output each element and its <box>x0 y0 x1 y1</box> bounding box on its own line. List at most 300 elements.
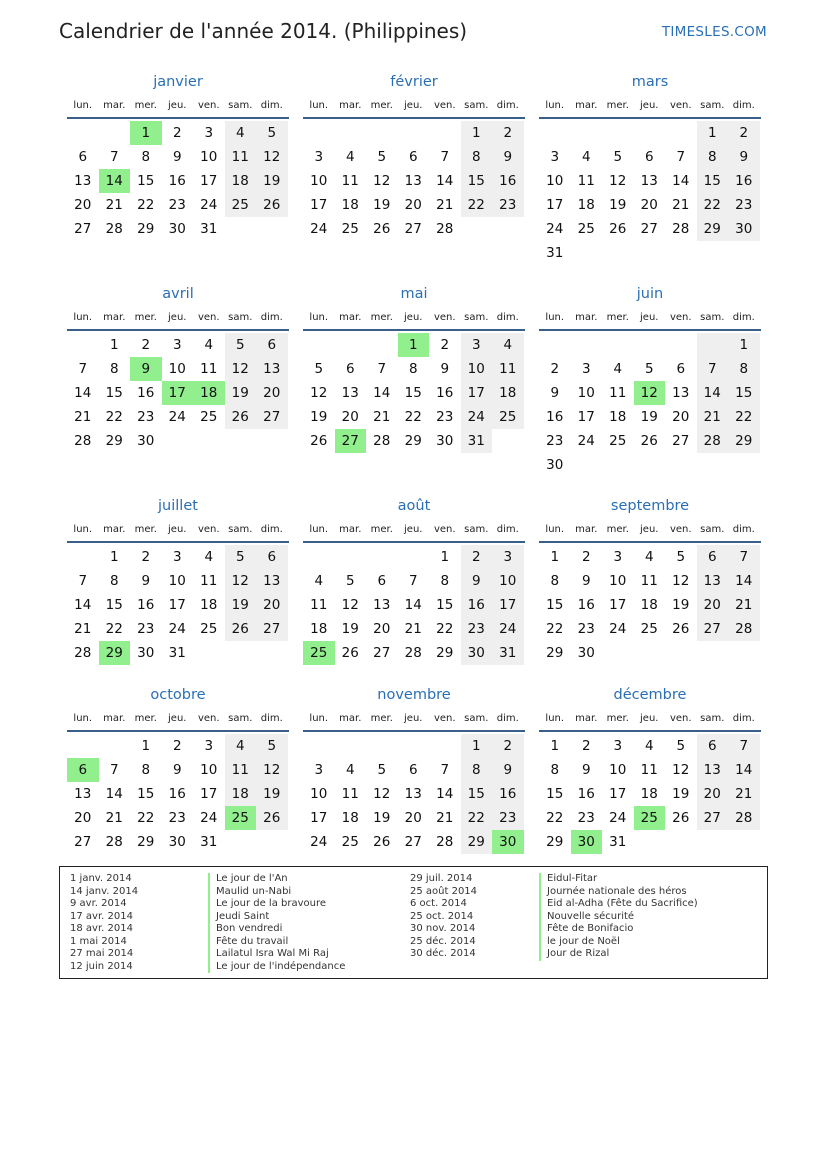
day-cell: 3 <box>492 545 524 569</box>
legend-date: 25 août 2014 <box>410 885 478 897</box>
day-cell: 9 <box>492 145 524 169</box>
day-cell: 20 <box>74 810 92 826</box>
weekday-label: lun. <box>73 312 93 323</box>
day-cell: 18 <box>609 409 627 425</box>
day-cell: 7 <box>728 734 760 758</box>
weekday-label: sam. <box>700 100 725 111</box>
day-cell: 12 <box>672 573 690 589</box>
day-cell: 25 <box>200 621 218 637</box>
day-cell: 22 <box>728 405 760 429</box>
day-empty <box>429 121 461 145</box>
day-cell: 29 <box>728 429 760 453</box>
day-cell: 26 <box>341 645 359 661</box>
day-empty <box>67 333 99 357</box>
day-empty <box>665 121 697 145</box>
month-5 <box>539 284 761 477</box>
day-cell: 26 <box>256 193 288 217</box>
day-cell: 28 <box>672 221 690 237</box>
month-name: juillet <box>158 498 198 514</box>
day-cell: 3 <box>613 738 623 754</box>
day-cell: 1 <box>461 734 493 758</box>
day-empty <box>67 734 99 758</box>
month-rule <box>539 730 761 732</box>
day-cell: 14 <box>404 597 422 613</box>
day-empty <box>398 121 430 145</box>
day-cell: 14 <box>105 786 123 802</box>
holiday-day: 25 <box>634 806 666 830</box>
day-cell: 14 <box>436 173 454 189</box>
day-cell: 14 <box>728 569 760 593</box>
day-cell: 25 <box>341 221 359 237</box>
day-cell: 24 <box>609 621 627 637</box>
day-cell: 12 <box>256 145 288 169</box>
weekday-label: dim. <box>260 100 283 111</box>
day-cell: 5 <box>377 149 387 165</box>
day-cell: 22 <box>546 621 564 637</box>
day-empty <box>634 333 666 357</box>
day-empty <box>335 333 367 357</box>
weekday-label: ven. <box>669 713 692 724</box>
weekday-label: mar. <box>339 312 362 323</box>
legend-date: 25 déc. 2014 <box>410 935 476 947</box>
day-cell: 10 <box>310 786 328 802</box>
day-empty <box>429 734 461 758</box>
month-name: mai <box>400 286 428 302</box>
day-cell: 30 <box>168 834 186 850</box>
day-cell: 7 <box>78 361 88 377</box>
weekday-header <box>303 519 525 541</box>
day-cell: 9 <box>172 149 182 165</box>
weekday-header <box>67 95 289 117</box>
day-cell: 20 <box>256 381 288 405</box>
day-cell: 17 <box>609 597 627 613</box>
day-cell: 10 <box>200 149 218 165</box>
day-cell: 13 <box>640 173 658 189</box>
day-cell: 19 <box>225 381 257 405</box>
day-cell: 24 <box>310 221 328 237</box>
day-cell: 4 <box>204 337 214 353</box>
day-cell: 15 <box>461 782 493 806</box>
day-empty <box>665 333 697 357</box>
day-cell: 5 <box>256 121 288 145</box>
holiday-day: 30 <box>571 830 603 854</box>
legend-date: 29 juil. 2014 <box>410 873 473 884</box>
day-cell: 6 <box>644 149 654 165</box>
month-9 <box>67 685 289 854</box>
day-cell: 17 <box>461 381 493 405</box>
day-cell: 7 <box>78 573 88 589</box>
month-rule <box>67 730 289 732</box>
month-name: janvier <box>153 74 203 90</box>
day-cell: 14 <box>728 758 760 782</box>
day-cell: 4 <box>204 549 214 565</box>
day-cell: 14 <box>436 786 454 802</box>
day-cell: 3 <box>314 149 324 165</box>
day-cell: 31 <box>200 834 218 850</box>
day-cell: 8 <box>109 573 119 589</box>
weekday-label: ven. <box>669 524 692 535</box>
day-cell: 21 <box>436 810 454 826</box>
weekday-label: lun. <box>73 524 93 535</box>
legend-name: Le jour de l'indépendance <box>216 960 346 972</box>
day-cell: 12 <box>373 786 391 802</box>
day-grid <box>303 734 525 854</box>
weekday-label: mar. <box>339 524 362 535</box>
day-cell: 16 <box>492 782 524 806</box>
day-empty <box>366 121 398 145</box>
legend-date: 1 janv. 2014 <box>70 873 132 884</box>
day-cell: 23 <box>168 810 186 826</box>
day-cell: 5 <box>345 573 355 589</box>
weekday-label: ven. <box>433 100 456 111</box>
day-cell: 15 <box>728 381 760 405</box>
day-cell: 22 <box>105 409 123 425</box>
day-cell: 29 <box>697 217 729 241</box>
day-cell: 17 <box>577 409 595 425</box>
day-cell: 20 <box>256 593 288 617</box>
weekday-header <box>67 307 289 329</box>
day-cell: 17 <box>310 197 328 213</box>
weekday-label: sam. <box>700 524 725 535</box>
day-cell: 1 <box>697 121 729 145</box>
day-cell: 23 <box>728 193 760 217</box>
day-cell: 18 <box>640 786 658 802</box>
day-grid <box>67 333 289 453</box>
weekday-label: dim. <box>732 713 755 724</box>
day-cell: 22 <box>436 621 454 637</box>
weekday-label: mer. <box>134 524 157 535</box>
day-cell: 26 <box>672 810 690 826</box>
weekday-label: sam. <box>464 312 489 323</box>
month-1 <box>303 72 525 241</box>
weekday-label: mer. <box>606 713 629 724</box>
day-cell: 28 <box>728 617 760 641</box>
legend-date: 27 mai 2014 <box>70 948 134 959</box>
legend-name: Fête du travail <box>216 935 289 947</box>
day-cell: 28 <box>436 834 454 850</box>
day-empty <box>634 121 666 145</box>
day-cell: 15 <box>697 169 729 193</box>
day-cell: 14 <box>672 173 690 189</box>
day-cell: 28 <box>373 433 391 449</box>
day-cell: 12 <box>341 597 359 613</box>
day-cell: 24 <box>461 405 493 429</box>
day-cell: 11 <box>640 573 658 589</box>
legend-names-right <box>539 873 698 961</box>
day-cell: 16 <box>577 786 595 802</box>
day-cell: 22 <box>461 193 493 217</box>
holiday-day: 12 <box>634 381 666 405</box>
day-cell: 30 <box>546 457 564 473</box>
weekday-label: mar. <box>575 100 598 111</box>
day-cell: 30 <box>728 217 760 241</box>
weekday-header <box>539 519 761 541</box>
day-cell: 31 <box>168 645 186 661</box>
month-name: octobre <box>150 687 206 703</box>
day-cell: 26 <box>225 617 257 641</box>
weekday-label: lun. <box>73 100 93 111</box>
day-cell: 8 <box>141 762 151 778</box>
legend-date: 18 avr. 2014 <box>70 923 133 934</box>
day-cell: 15 <box>137 173 155 189</box>
day-cell: 4 <box>492 333 524 357</box>
month-rule <box>67 117 289 119</box>
day-cell: 24 <box>310 834 328 850</box>
day-cell: 5 <box>377 762 387 778</box>
day-cell: 21 <box>105 197 123 213</box>
legend-name: Jour de Rizal <box>547 948 610 959</box>
legend-dates-left <box>70 873 138 973</box>
weekday-label: mer. <box>606 312 629 323</box>
day-cell: 26 <box>373 834 391 850</box>
month-name: décembre <box>613 687 687 703</box>
weekday-label: jeu. <box>640 100 659 111</box>
day-cell: 19 <box>341 621 359 637</box>
day-empty <box>335 734 367 758</box>
site-link[interactable]: TIMESLES.COM <box>661 24 767 40</box>
weekday-label: lun. <box>309 524 329 535</box>
day-cell: 6 <box>408 762 418 778</box>
day-cell: 11 <box>492 357 524 381</box>
day-grid <box>303 121 525 241</box>
day-cell: 30 <box>137 645 155 661</box>
day-cell: 17 <box>609 786 627 802</box>
month-rule <box>67 541 289 543</box>
weekday-label: mar. <box>103 100 126 111</box>
day-cell: 10 <box>168 573 186 589</box>
day-cell: 19 <box>672 597 690 613</box>
day-cell: 27 <box>373 645 391 661</box>
legend-name: Bon vendredi <box>216 923 283 934</box>
day-cell: 21 <box>728 782 760 806</box>
day-cell: 4 <box>314 573 324 589</box>
weekday-label: dim. <box>496 524 519 535</box>
day-empty <box>303 545 335 569</box>
legend-name: Le jour de l'An <box>216 873 288 884</box>
day-cell: 28 <box>728 806 760 830</box>
day-cell: 23 <box>577 810 595 826</box>
holiday-day: 18 <box>193 381 225 405</box>
day-cell: 17 <box>200 173 218 189</box>
day-cell: 11 <box>609 385 627 401</box>
day-cell: 7 <box>440 149 450 165</box>
legend-date: 14 janv. 2014 <box>70 885 139 897</box>
day-cell: 23 <box>461 617 493 641</box>
day-cell: 7 <box>377 361 387 377</box>
weekday-label: dim. <box>496 713 519 724</box>
day-cell: 16 <box>436 385 454 401</box>
day-cell: 17 <box>492 593 524 617</box>
day-grid <box>67 121 289 241</box>
legend-date: 30 nov. 2014 <box>410 923 476 934</box>
weekday-label: ven. <box>197 713 220 724</box>
day-cell: 5 <box>225 545 257 569</box>
day-empty <box>67 121 99 145</box>
day-cell: 11 <box>310 597 328 613</box>
month-name: novembre <box>377 687 451 703</box>
day-cell: 15 <box>436 597 454 613</box>
day-cell: 24 <box>577 433 595 449</box>
day-cell: 8 <box>109 361 119 377</box>
day-cell: 17 <box>200 786 218 802</box>
day-cell: 24 <box>200 197 218 213</box>
weekday-label: sam. <box>464 100 489 111</box>
day-cell: 12 <box>609 173 627 189</box>
day-grid <box>539 734 761 854</box>
weekday-label: mer. <box>370 713 393 724</box>
day-cell: 4 <box>644 549 654 565</box>
month-rule <box>539 541 761 543</box>
day-grid <box>539 121 761 265</box>
day-cell: 20 <box>373 621 391 637</box>
day-cell: 8 <box>440 573 450 589</box>
day-cell: 3 <box>204 738 214 754</box>
day-cell: 7 <box>440 762 450 778</box>
weekday-label: sam. <box>228 100 253 111</box>
day-cell: 13 <box>697 758 729 782</box>
day-cell: 26 <box>373 221 391 237</box>
day-cell: 3 <box>172 549 182 565</box>
day-cell: 21 <box>728 593 760 617</box>
weekday-label: jeu. <box>640 312 659 323</box>
day-cell: 19 <box>256 169 288 193</box>
weekday-label: ven. <box>433 312 456 323</box>
day-cell: 13 <box>74 173 92 189</box>
day-empty <box>335 121 367 145</box>
day-cell: 10 <box>546 173 564 189</box>
day-cell: 10 <box>577 385 595 401</box>
day-cell: 3 <box>204 125 214 141</box>
day-cell: 9 <box>440 361 450 377</box>
holiday-day: 25 <box>225 806 257 830</box>
weekday-label: mar. <box>103 713 126 724</box>
day-empty <box>398 734 430 758</box>
day-cell: 20 <box>341 409 359 425</box>
day-cell: 13 <box>74 786 92 802</box>
weekday-header <box>67 519 289 541</box>
day-cell: 26 <box>310 433 328 449</box>
day-cell: 16 <box>168 786 186 802</box>
day-empty <box>366 333 398 357</box>
day-cell: 7 <box>109 149 119 165</box>
day-cell: 10 <box>310 173 328 189</box>
weekday-header <box>303 708 525 730</box>
day-cell: 29 <box>546 645 564 661</box>
holiday-day: 1 <box>130 121 162 145</box>
month-10 <box>303 685 525 854</box>
day-cell: 12 <box>373 173 391 189</box>
weekday-label: ven. <box>197 312 220 323</box>
month-rule <box>539 329 761 331</box>
weekday-label: lun. <box>545 100 565 111</box>
day-cell: 9 <box>172 762 182 778</box>
day-cell: 19 <box>256 782 288 806</box>
day-cell: 28 <box>74 433 92 449</box>
weekday-label: dim. <box>732 100 755 111</box>
day-cell: 11 <box>200 573 218 589</box>
day-cell: 2 <box>492 121 524 145</box>
day-cell: 28 <box>404 645 422 661</box>
day-cell: 30 <box>577 645 595 661</box>
day-cell: 13 <box>404 173 422 189</box>
day-cell: 17 <box>546 197 564 213</box>
day-cell: 26 <box>225 405 257 429</box>
day-cell: 15 <box>546 597 564 613</box>
day-cell: 29 <box>436 645 454 661</box>
day-empty <box>539 333 571 357</box>
day-cell: 21 <box>373 409 391 425</box>
day-cell: 27 <box>256 405 288 429</box>
day-cell: 2 <box>141 337 151 353</box>
day-cell: 5 <box>613 149 623 165</box>
day-grid <box>67 545 289 665</box>
day-cell: 2 <box>581 549 591 565</box>
day-cell: 7 <box>109 762 119 778</box>
weekday-label: jeu. <box>640 524 659 535</box>
day-cell: 11 <box>200 361 218 377</box>
weekday-header <box>539 307 761 329</box>
month-name: août <box>397 498 431 514</box>
day-empty <box>398 545 430 569</box>
legend-date: 17 avr. 2014 <box>70 910 133 922</box>
day-cell: 15 <box>105 385 123 401</box>
page-title: Calendrier de l'année 2014. (Philippines) <box>59 19 468 43</box>
day-cell: 3 <box>581 361 591 377</box>
day-cell: 23 <box>168 197 186 213</box>
day-cell: 5 <box>676 549 686 565</box>
day-cell: 22 <box>461 806 493 830</box>
day-cell: 1 <box>461 121 493 145</box>
holiday-day: 30 <box>492 830 524 854</box>
day-empty <box>602 121 634 145</box>
weekday-label: lun. <box>309 100 329 111</box>
day-cell: 10 <box>609 573 627 589</box>
weekday-label: jeu. <box>168 524 187 535</box>
day-cell: 13 <box>256 569 288 593</box>
day-cell: 14 <box>74 597 92 613</box>
day-cell: 23 <box>492 193 524 217</box>
weekday-header <box>539 708 761 730</box>
weekday-label: sam. <box>464 524 489 535</box>
day-cell: 18 <box>310 621 328 637</box>
legend-date: 1 mai 2014 <box>70 935 127 947</box>
day-cell: 7 <box>697 357 729 381</box>
day-cell: 25 <box>200 409 218 425</box>
day-cell: 5 <box>314 361 324 377</box>
weekday-label: mer. <box>134 100 157 111</box>
day-cell: 6 <box>78 149 88 165</box>
weekday-label: mer. <box>370 100 393 111</box>
day-cell: 20 <box>404 810 422 826</box>
weekday-label: mar. <box>575 713 598 724</box>
day-cell: 16 <box>168 173 186 189</box>
day-cell: 23 <box>137 621 155 637</box>
day-cell: 21 <box>74 621 92 637</box>
day-cell: 8 <box>550 762 560 778</box>
day-cell: 9 <box>550 385 560 401</box>
weekday-header <box>67 708 289 730</box>
weekday-label: dim. <box>496 100 519 111</box>
day-cell: 13 <box>373 597 391 613</box>
legend-name: le jour de Noël <box>547 935 620 947</box>
day-cell: 22 <box>697 193 729 217</box>
month-0 <box>67 72 289 241</box>
day-cell: 24 <box>168 409 186 425</box>
day-cell: 15 <box>404 385 422 401</box>
legend-date: 12 juin 2014 <box>70 960 133 972</box>
month-4 <box>303 284 525 453</box>
day-cell: 3 <box>613 549 623 565</box>
